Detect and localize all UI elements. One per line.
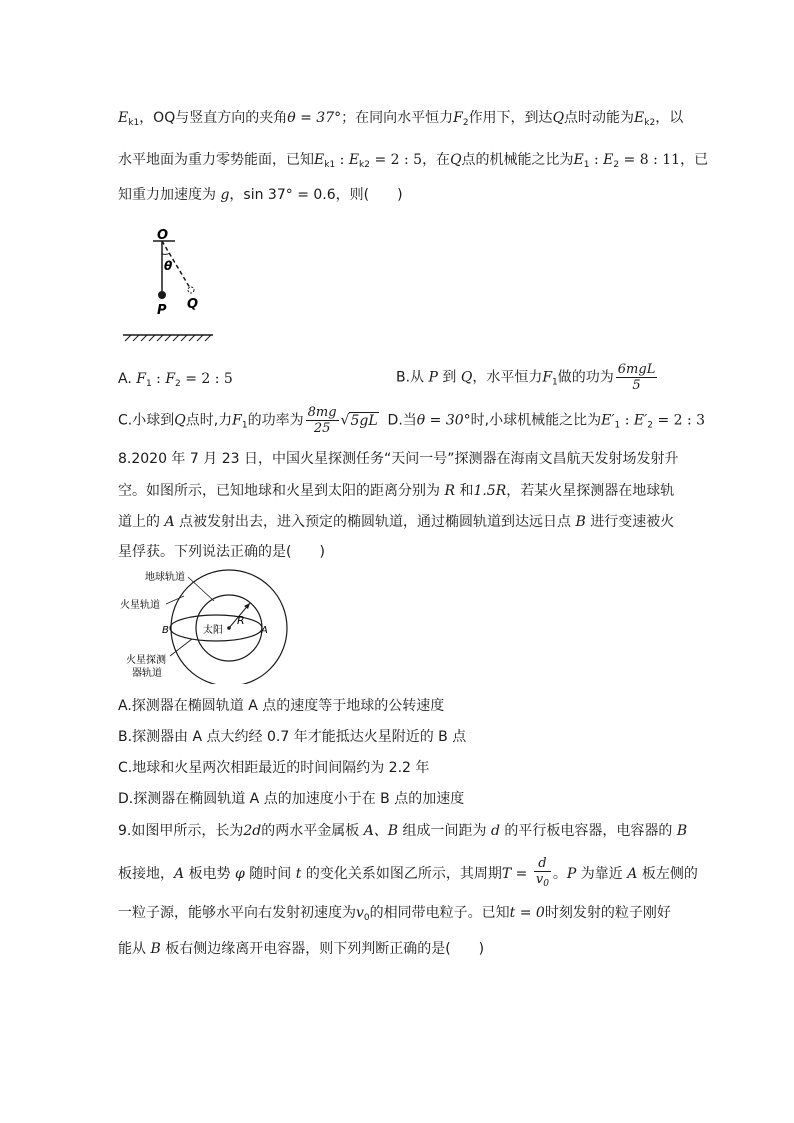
leader-mars-orbit (166, 596, 184, 604)
fraction-6mgl-5: $\frac{\text{6mgL}}{5}$ (617, 362, 656, 393)
label-probe-orbit-1: 火星探测 (126, 655, 166, 666)
q8-line-1: 8.2020 年 7 月 23 日，中国火星探测任务“天问一号”探测器在海南文昌航天发射场发射升 (118, 451, 679, 467)
radius-arrow (244, 603, 250, 609)
label-o: O (157, 228, 169, 243)
q8-option-d: D.探测器在椭圆轨道 A 点的加速度小于在 B 点的加速度 (118, 791, 465, 807)
q8-line-3: 道上的 A 点被发射出去，进入预定的椭圆轨道，通过椭圆轨道到达远日点 B 进行变速被火 (118, 514, 675, 530)
label-b: B (162, 625, 169, 636)
q8-option-a: A.探测器在椭圆轨道 A 点的速度等于地球的公转速度 (118, 698, 445, 714)
label-r: R (237, 614, 245, 627)
q9-line-4: 能从 B 板右侧边缘离开电容器，则下列判断正确的是( ) (118, 941, 485, 957)
label-q: Q (187, 297, 199, 312)
q7-line-3: 知重力加速度为 g，sin 37° = 0.6，则( ) (118, 187, 403, 203)
q8-line-2: 空。如图所示，已知地球和火星到太阳的距离分别为 R 和1.5R，若某火星探测器在地球轨 (118, 483, 675, 499)
q7-option-a: A. $F_1$ : $F_2 = 2$ : 5 (118, 371, 233, 389)
math-ek1: E (118, 110, 129, 126)
q7-line-2: 水平地面为重力零势能面，已知$E_{k1}$ : $E_{k2} = 2$ : 5，在Q点的机械能之比为$E_1$ : $E_2 = 8$ : 11，已 (118, 152, 709, 170)
ball-p (158, 291, 166, 299)
q7-option-b: B.从 P 到 Q，水平恒力$F_1$做的功为 $\frac{\text{6mgL}}{5}$ (396, 362, 656, 393)
q9-line-1: 9.如图甲所示，长为2d的两水平金属板 A、B 组成一间距为 d 的平行板电容器，电容器的 B (118, 823, 688, 839)
q8-line-4: 星俘获。下列说法正确的是( ) (118, 544, 325, 560)
label-earth-orbit: 地球轨道 (145, 572, 185, 583)
angle-arc (162, 253, 170, 254)
q8-option-b: B.探测器由 A 点大约经 0.7 年才能抵达火星附近的 B 点 (118, 729, 467, 745)
ground-hatch (125, 335, 211, 341)
label-mars-orbit: 火星轨道 (120, 600, 160, 611)
pendulum-figure (115, 222, 225, 347)
sqrt-5gl: √5gL (340, 412, 378, 429)
orbit-figure (118, 566, 288, 684)
label-a: A (261, 625, 268, 636)
label-probe-orbit-2: 器轨道 (132, 668, 162, 679)
q7-option-c: C.小球到Q点时,力$F_1$的功率为 $\frac{8mg}{25}$ √5gL D.当θ = 30°时,小球机械能之比为$E'_1$ : $E'_2 = 2$ : 3 (118, 405, 706, 436)
q8-option-c: C.地球和火星两次相距最近的时间间隔约为 2.2 年 (118, 760, 430, 776)
label-theta: θ (164, 259, 173, 273)
label-sun: 太阳 (203, 625, 223, 636)
fraction-8mg-25: $\frac{8mg}{25}$ (307, 405, 337, 436)
q9-line-3: 一粒子源，能够水平向右发射初速度为$v_0$的相同带电粒子。已知t = 0时刻发射的粒子刚好 (118, 905, 671, 923)
leader-earth-orbit (188, 577, 214, 601)
leader-probe-orbit (170, 639, 192, 656)
label-p: P (157, 303, 167, 318)
q7-line-1: $E_{k1}$，OQ与竖直方向的夹角θ = 37°；在同向水平恒力$F_2$作用下，到达Q点时动能为$E_{k2}$，以 (118, 110, 684, 128)
q9-line-2: 板接地，A 板电势 φ 随时间 t 的变化关系如图乙所示，其周期T = $\frac{d}{v_0}$ 。P 为靠近 A 板左侧的 (118, 856, 698, 892)
ball-q (188, 287, 194, 293)
fraction-d-v0: $\frac{d}{v_0}$ (535, 856, 549, 889)
